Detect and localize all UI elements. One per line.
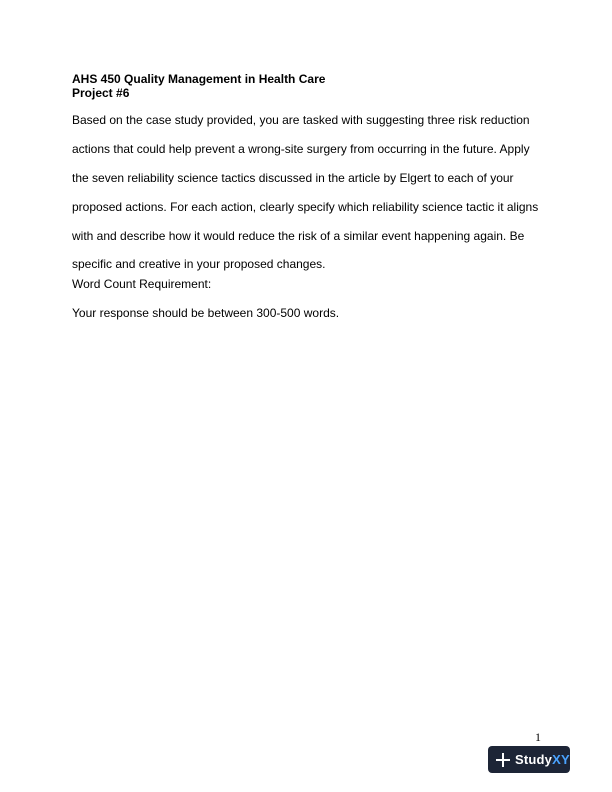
paragraph-line: Based on the case study provided, you are tasked with suggesting three risk reduction: [72, 113, 530, 127]
paragraph-line: the seven reliability science tactics discussed in the article by Elgert to each of your: [72, 170, 514, 185]
project-number: Project #6: [72, 86, 130, 100]
document-title: AHS 450 Quality Management in Health Care: [72, 72, 326, 86]
page-number: 1: [535, 730, 541, 744]
word-count-label: Word Count Requirement:: [72, 277, 212, 291]
brand-name-main: Study: [515, 751, 553, 767]
paragraph-line: actions that could help prevent a wrong-site surgery from occurring in the future. Apply: [72, 141, 530, 156]
brand-logo: [515, 753, 570, 767]
brand-name-accent: XY: [552, 751, 570, 767]
paragraph-line: specific and creative in your proposed changes.: [72, 257, 326, 272]
paragraph-line: proposed actions. For each action, clearly specify which reliability science tactic it aligns: [72, 199, 539, 214]
title-block: [72, 72, 542, 100]
assignment-paragraph: [72, 113, 547, 286]
word-count-requirement: Your response should be between 300-500 words.: [72, 306, 340, 320]
plus-icon: [496, 753, 510, 767]
paragraph-line: with and describe how it would reduce the risk of a similar event happening again. Be: [72, 228, 525, 243]
studyxy-badge[interactable]: [488, 746, 570, 773]
